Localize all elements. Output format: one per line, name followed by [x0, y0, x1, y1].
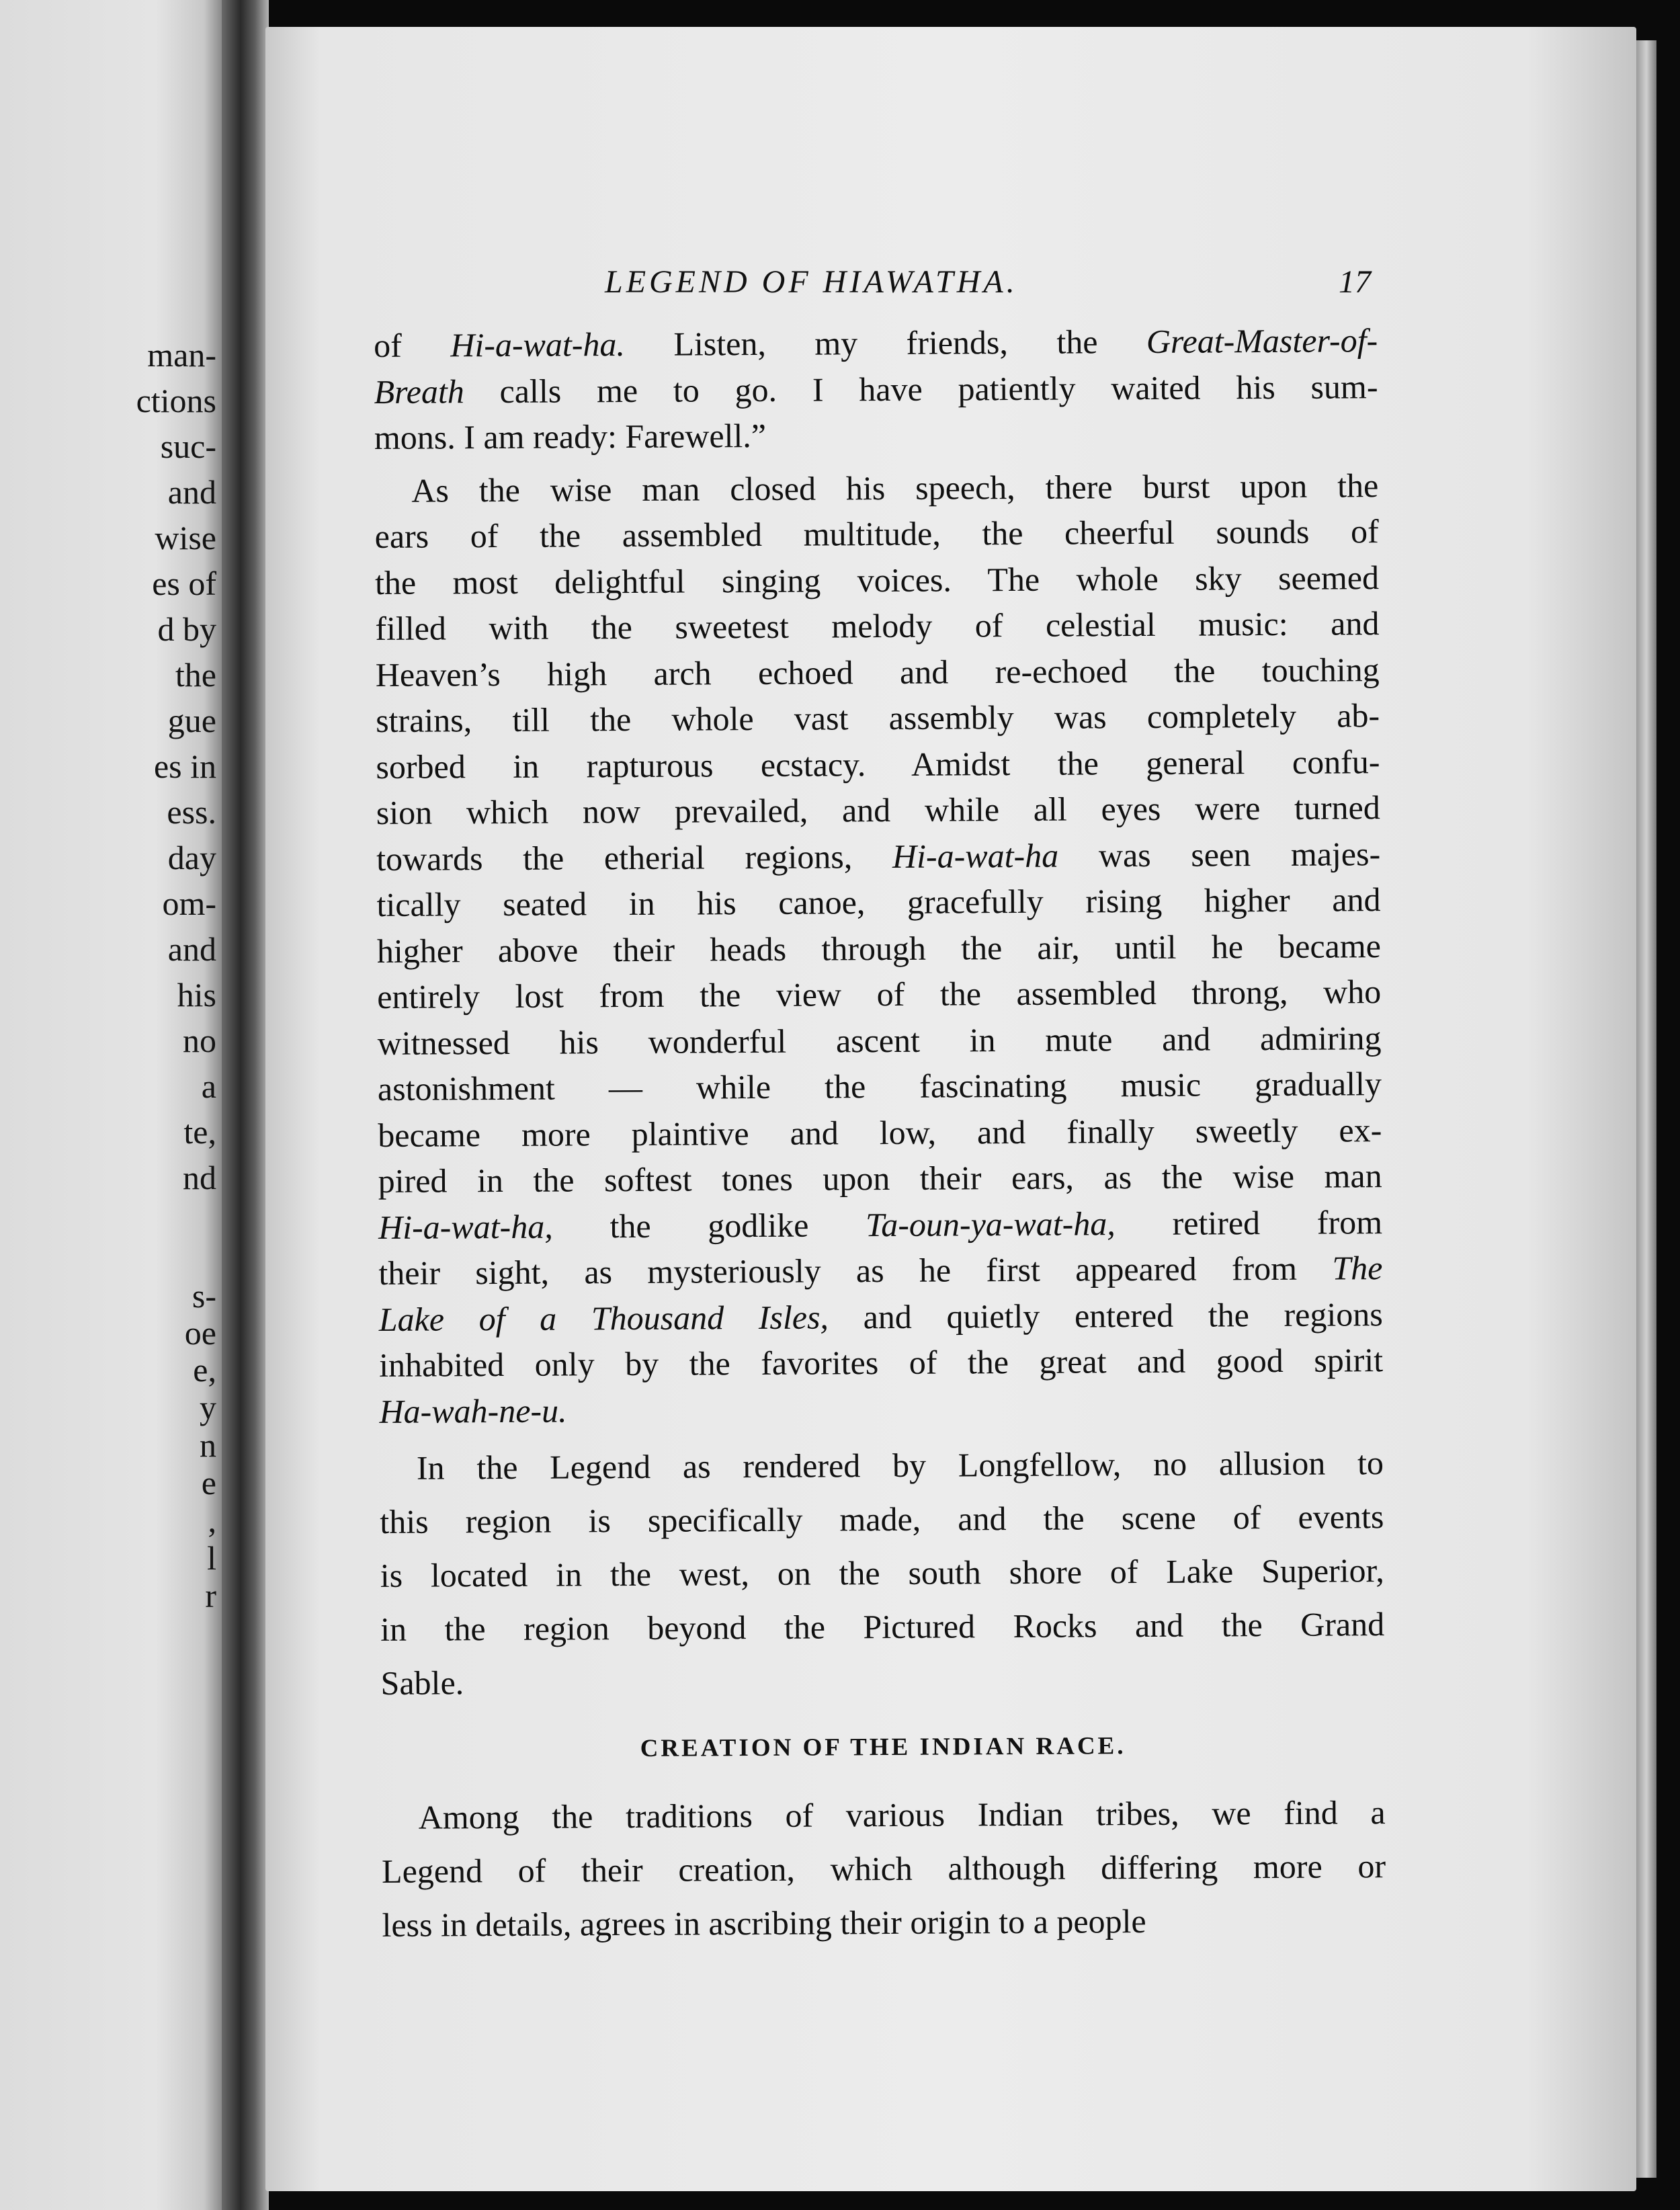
running-header: [376, 263, 1371, 304]
text-line: sorbed in rapturous ecstacy. Amidst the general confu-: [376, 742, 1380, 786]
text-line: the most delightful singing voices. The whole sky seemed: [374, 558, 1380, 602]
text-line: entirely lost from the view of the assembled throng, who: [377, 973, 1382, 1016]
text-line: Breath calls me to go. I have patiently waited his sum-: [374, 367, 1378, 411]
left-page-fragment: l: [207, 1539, 216, 1577]
text-line: As the wise man closed his speech, there burst upon the: [411, 466, 1379, 509]
section-heading: CREATION OF THE INDIAN RACE.: [640, 1732, 1126, 1762]
text-line: [379, 1383, 1383, 1434]
text-line: Heaven’s high arch echoed and re-echoed the touching: [375, 650, 1380, 694]
left-page-fragment: d by: [157, 610, 216, 648]
text-line: witnessed his wonderful ascent in mute and admiring: [377, 1018, 1382, 1062]
left-page-fragment: r: [205, 1577, 216, 1614]
left-page-fragment: and: [167, 473, 216, 511]
left-page-fragment: ,: [208, 1502, 216, 1539]
italic-term: Lake of a Thousand Isles,: [378, 1297, 829, 1338]
text-line: Sable.: [380, 1664, 464, 1702]
text-line: Legend of their creation, which although differing more or: [381, 1847, 1386, 1890]
left-page-fragment: ctions: [136, 382, 216, 419]
text-line: became more plaintive and low, and finally sweetly ex-: [378, 1110, 1382, 1154]
text-line: in the region beyond the Pictured Rocks and the Grand: [380, 1605, 1385, 1648]
italic-term: Great-Master-of-: [1146, 321, 1378, 360]
italic-term: Ha-wah-ne-u.: [379, 1391, 567, 1430]
left-page-fragment: nd: [183, 1159, 216, 1196]
text-line: their sight, as mysteriously as he first appeared from The: [378, 1249, 1383, 1292]
left-page-fragment: e,: [193, 1351, 216, 1389]
left-page-fragment: n: [200, 1426, 216, 1464]
text-line: Lake of a Thousand Isles, and quietly entered the regions: [378, 1295, 1383, 1338]
text-line: astonishment — while the fascinating music gradually: [377, 1065, 1382, 1108]
italic-term: Breath: [374, 372, 464, 411]
text-line: towards the etherial regions, Hi-a-wat-ha was seen majes-: [376, 834, 1381, 878]
left-page-fragment: es of: [152, 565, 216, 602]
text-line: ears of the assembled multitude, the cheerful sounds of: [374, 512, 1379, 555]
paragraph-4: [381, 1785, 1386, 1952]
paragraph-3: [380, 1436, 1385, 1710]
body-text: [374, 317, 1386, 1952]
text-line: is located in the west, on the south shore of Lake Superior,: [380, 1551, 1384, 1594]
italic-term: Hi-a-wat-ha.: [450, 325, 626, 364]
left-page-fragment: and: [167, 930, 216, 968]
left-page-fragment: suc-: [160, 427, 216, 465]
left-page: [0, 0, 222, 2210]
text-line: higher above their heads through the air, until he became: [376, 926, 1382, 970]
page-number: 17: [1339, 264, 1371, 300]
text-line: Hi-a-wat-ha, the godlike Ta-oun-ya-wat-ha, retired from: [378, 1202, 1383, 1246]
text-line: tically seated in his canoe, gracefully rising higher and: [376, 881, 1381, 924]
text-line: strains, till the whole vast assembly was completely ab-: [375, 696, 1380, 739]
left-page-fragment: s-: [192, 1277, 216, 1315]
left-page-fragment: oe: [184, 1314, 216, 1352]
left-page-fragment: ess.: [167, 793, 216, 831]
text-line: sion which now prevailed, and while all eyes were turned: [376, 788, 1380, 831]
left-page-fragment: day: [167, 839, 216, 876]
page-edge: [1636, 40, 1656, 2178]
text-line: of Hi-a-wat-ha. Listen, my friends, the Great-Master-of-: [374, 321, 1378, 364]
left-page-fragment: wise: [155, 519, 216, 557]
left-page-fragment: the: [175, 656, 216, 694]
italic-term: Hi-a-wat-ha: [892, 836, 1059, 875]
left-page-fragment: om-: [162, 885, 216, 922]
text-line: less in details, agrees in ascribing their origin to a people: [382, 1902, 1146, 1944]
left-page-fragment: no: [183, 1022, 216, 1059]
text-line: inhabited only by the favorites of the great and good spirit: [378, 1341, 1384, 1384]
italic-term: Hi-a-wat-ha,: [378, 1207, 553, 1246]
text-line: mons. I am ready: Farewell.”: [374, 416, 767, 456]
left-page-fragment: his: [177, 976, 216, 1014]
italic-term: The: [1332, 1249, 1383, 1287]
paragraph-1: [374, 317, 1378, 460]
paragraph-2: [374, 462, 1384, 1434]
left-page-fragment: es in: [153, 747, 216, 785]
page-title: LEGEND OF HIAWATHA.: [605, 264, 1018, 300]
text-line: this region is specifically made, and the scene of events: [380, 1498, 1384, 1541]
left-page-fragment: a: [201, 1067, 216, 1105]
left-page-fragment: e: [201, 1464, 216, 1502]
text-line: filled with the sweetest melody of celestial music: and: [375, 604, 1380, 647]
book-gutter: [222, 0, 269, 2210]
left-page-fragment: y: [200, 1389, 216, 1426]
text-line: Among the traditions of various Indian tribes, we find a: [418, 1793, 1386, 1836]
text-line: pired in the softest tones upon their ears, as the wise man: [378, 1157, 1382, 1200]
left-page-fragment: gue: [167, 702, 216, 739]
left-page-fragment: te,: [183, 1113, 216, 1151]
text-line: In the Legend as rendered by Longfellow, no allusion to: [416, 1444, 1384, 1487]
left-page-fragment: man-: [147, 336, 216, 374]
italic-term: Ta-oun-ya-wat-ha,: [865, 1204, 1116, 1243]
